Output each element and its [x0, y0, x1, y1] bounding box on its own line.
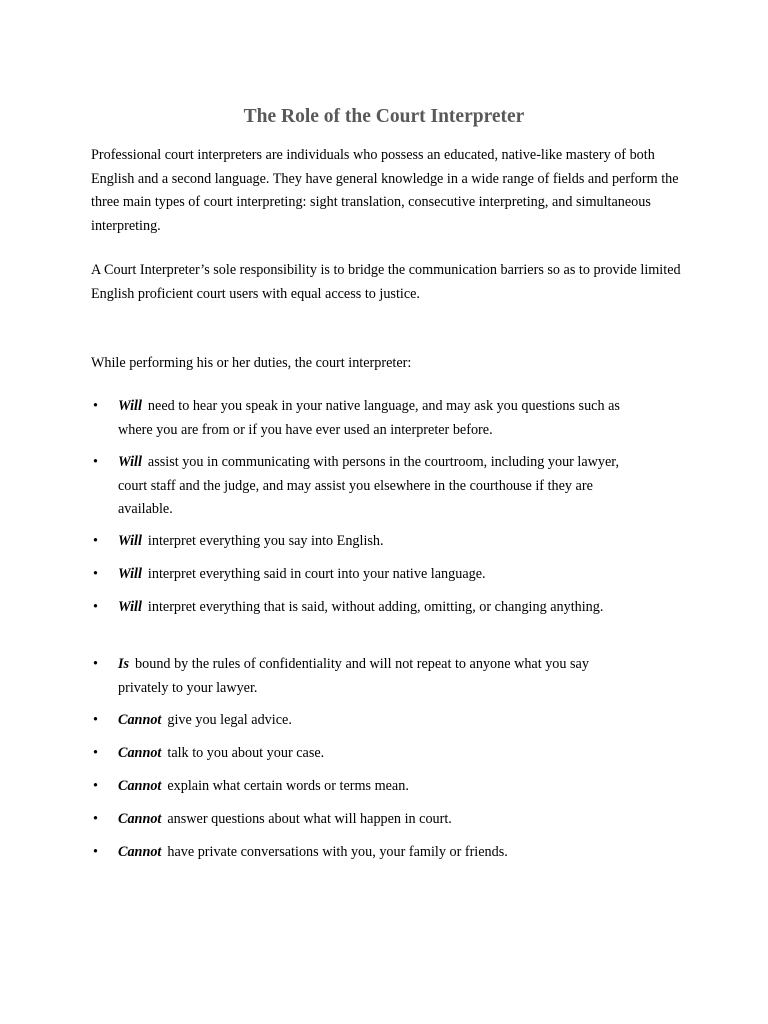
list-item-text	[118, 451, 628, 522]
bullet-icon: •	[93, 599, 98, 615]
bullet-icon: •	[93, 778, 98, 794]
list-item-lead: Will	[118, 599, 142, 615]
bullet-icon: •	[93, 398, 98, 414]
list-item-text	[118, 775, 628, 799]
list-item-text	[118, 808, 628, 832]
duties-lead-in: While performing his or her duties, the court interpreter:	[91, 355, 412, 371]
list-item-text	[118, 742, 628, 766]
list-item-text	[118, 653, 628, 700]
list-item-body: bound by the rules of confidentiality and will not repeat to anyone what you say privately to your lawyer.	[118, 656, 589, 696]
bullet-icon: •	[93, 745, 98, 761]
list-item-lead: Cannot	[118, 811, 162, 827]
bullet-icon: •	[93, 454, 98, 470]
list-item-body: have private conversations with you, your family or friends.	[167, 844, 508, 860]
list-item-text	[118, 709, 628, 733]
list-item-body: interpret everything said in court into your native language.	[147, 566, 486, 582]
list-item-lead: Will	[118, 566, 142, 582]
list-item-text	[118, 530, 628, 554]
intro-paragraph: Professional court interpreters are individuals who possess an educated, native-like mastery of both English and a second language. They have general knowledge in a wide range of fields and perform the three main types of court interpreting: sight translation, consecutive interpreting, and simultaneous interpreting.	[91, 147, 679, 234]
list-item-body: explain what certain words or terms mean.	[167, 778, 409, 794]
responsibility-paragraph: A Court Interpreter’s sole responsibility is to bridge the communication barriers so as to provide limited English proficient court users with equal access to justice.	[91, 262, 681, 302]
bullet-icon: •	[93, 811, 98, 827]
list-item-body: answer questions about what will happen in court.	[167, 811, 452, 827]
list-item-lead: Cannot	[118, 745, 162, 761]
list-item-body: interpret everything that is said, without adding, omitting, or changing anything.	[147, 599, 604, 615]
list-item-body: interpret everything you say into English.	[147, 533, 384, 549]
list-item-lead: Cannot	[118, 778, 162, 794]
bullet-icon: •	[93, 533, 98, 549]
list-item-body: give you legal advice.	[167, 712, 292, 728]
list-item-body: need to hear you speak in your native language, and may ask you questions such as where you are from or if you have ever used an interpreter before.	[118, 398, 620, 438]
list-item-body: assist you in communicating with persons in the courtroom, including your lawyer, court staff and the judge, and may assist you elsewhere in the courthouse if they are available.	[118, 454, 620, 517]
bullet-icon: •	[93, 712, 98, 728]
bullet-icon: •	[93, 566, 98, 582]
list-item-text	[118, 395, 628, 442]
list-item-lead: Will	[118, 533, 142, 549]
list-item-body: talk to you about your case.	[167, 745, 325, 761]
list-item-lead: Cannot	[118, 712, 162, 728]
list-item-lead: Will	[118, 398, 142, 414]
list-item-text	[118, 841, 628, 865]
list-item-lead: Is	[118, 656, 130, 672]
list-item-lead: Will	[118, 454, 142, 470]
list-item-lead: Cannot	[118, 844, 162, 860]
list-item-text	[118, 563, 628, 587]
bullet-icon: •	[93, 844, 98, 860]
page-title: The Role of the Court Interpreter	[243, 106, 525, 127]
bullet-icon: •	[93, 656, 98, 672]
list-item-text	[118, 596, 628, 620]
